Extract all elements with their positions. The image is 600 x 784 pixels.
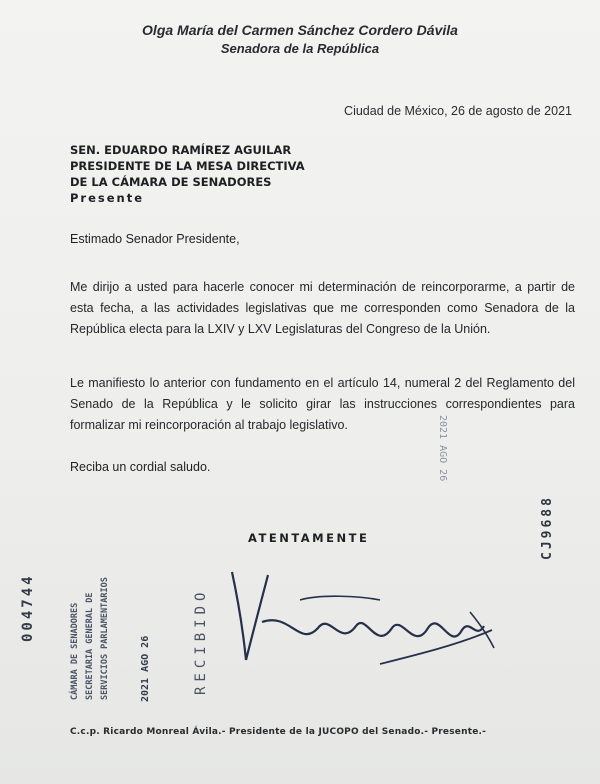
stamp-right-number: CJ9688	[540, 495, 555, 560]
addressee-line-3: DE LA CÁMARA DE SENADORES	[70, 175, 272, 189]
sender-title: Senadora de la República	[220, 41, 380, 56]
stamp-recibido: RECIBIDO	[193, 587, 209, 695]
sender-name: Olga María del Carmen Sánchez Cordero Dávila	[142, 22, 458, 38]
body-paragraph-2: Le manifiesto lo anterior con fundamento en el artículo 14, numeral 2 del Reglamento del Senado de la República y le solicito girar las instrucciones correspondientes para formalizar mi reincorporación al trabajo legislativo.	[70, 376, 575, 432]
addressee-line-1: SEN. EDUARDO RAMÍREZ AGUILAR	[70, 143, 292, 157]
ccp-line: C.c.p. Ricardo Monreal Ávila.- Presidente de la JUCOPO del Senado.- Presente.-	[70, 727, 487, 737]
salutation: Estimado Senador Presidente,	[70, 232, 240, 246]
letter-date: Ciudad de México, 26 de agosto de 2021	[344, 104, 572, 118]
stamp-received-date: 2021 AGO 26	[140, 635, 151, 702]
stamp-right-date: 2021 AGO 26	[437, 415, 448, 482]
atentamente-label: ATENTAMENTE	[248, 531, 370, 545]
body-paragraph-1: Me dirijo a usted para hacerle conocer mi determinación de reincorporarme, a partir de esta fecha, a las actividades legislativas que me corresponden como Senadora de la República electa para la LXIV y LXV Legislaturas del Congreso de la Unión.	[70, 280, 575, 336]
stamp-control-number: 004744	[20, 573, 36, 642]
closing: Reciba un cordial saludo.	[70, 460, 211, 474]
stamp-line-3: SERVICIOS PARLAMENTARIOS	[100, 577, 110, 700]
addressee-line-4: Presente	[70, 191, 145, 205]
stamp-line-1: CÁMARA DE SENADORES	[70, 602, 80, 700]
addressee-line-2: PRESIDENTE DE LA MESA DIRECTIVA	[70, 159, 305, 173]
stamp-line-2: SECRETARIA GENERAL DE	[85, 592, 95, 700]
